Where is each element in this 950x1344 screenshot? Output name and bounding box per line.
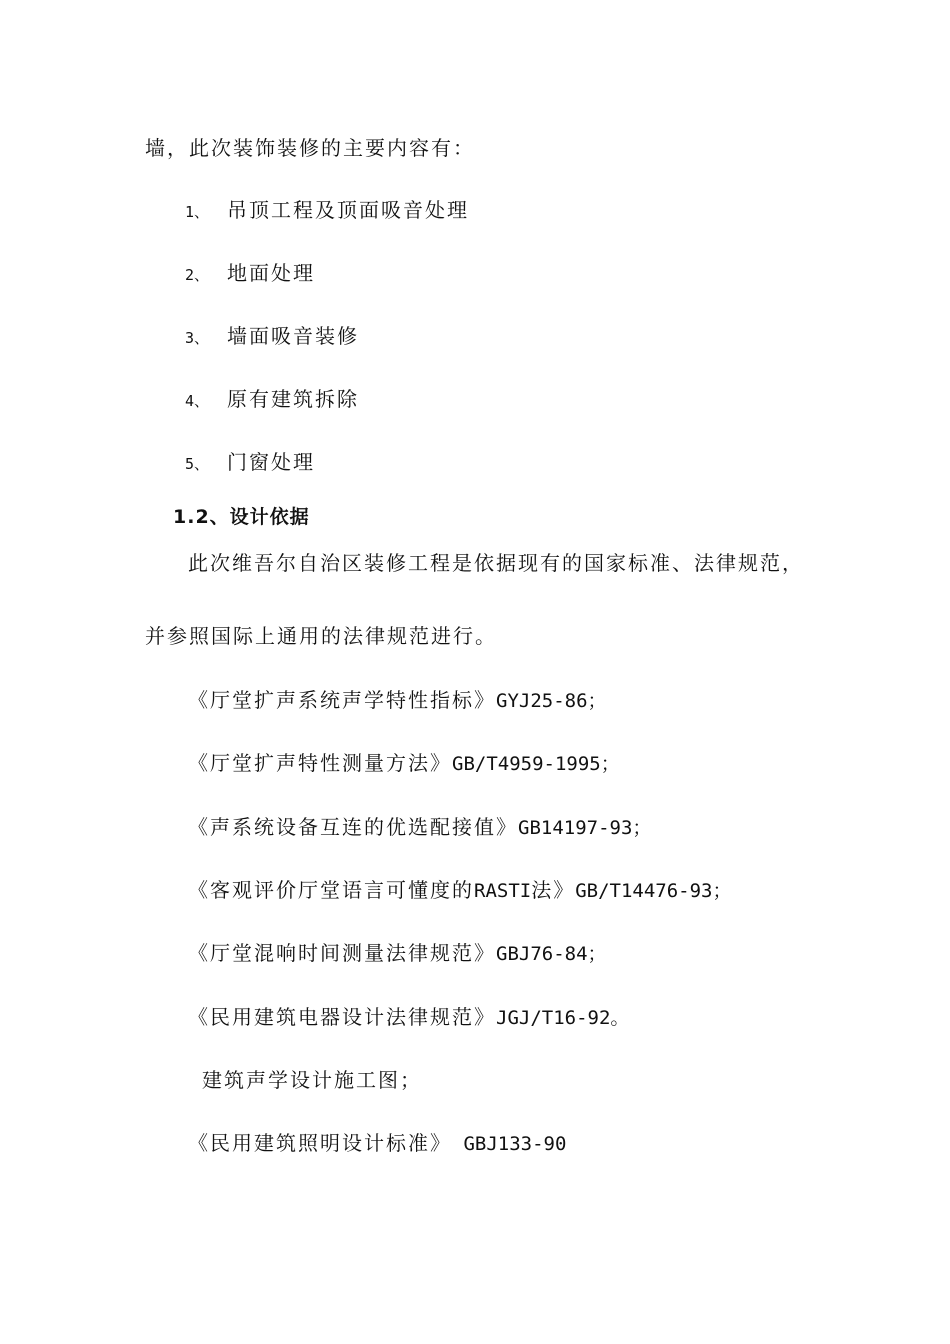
list-item-number: 5、 [185, 455, 210, 473]
reference-title: 《民用建筑电器设计法律规范》 [188, 1005, 496, 1029]
reference-item [202, 1068, 422, 1092]
reference-title: 建筑声学设计施工图； [202, 1068, 422, 1092]
reference-item [188, 941, 607, 966]
reference-code: GB14197-93； [518, 817, 652, 839]
list-item-number: 1、 [185, 203, 210, 221]
reference-title: 《客观评价厅堂语言可懂度的 [188, 878, 474, 902]
reference-code: GBJ76-84； [496, 943, 607, 965]
list-item-number: 3、 [185, 329, 210, 347]
list-item [185, 261, 315, 287]
list-item-text: 地面处理 [227, 261, 316, 285]
list-item-number: 2、 [185, 266, 210, 284]
list-item-text: 门窗处理 [227, 450, 316, 474]
list-item [185, 198, 469, 224]
reference-code: GB/T14476-93； [575, 880, 732, 902]
reference-item [188, 878, 731, 903]
paragraph-line-2: 并参照国际上通用的法律规范进行。 [145, 624, 497, 648]
reference-item [188, 688, 607, 713]
reference-code: GBJ133-90 [452, 1133, 567, 1155]
reference-item [188, 1131, 566, 1156]
reference-title: 《民用建筑照明设计标准》 [188, 1131, 452, 1155]
reference-title: 《厅堂扩声系统声学特性指标》 [188, 688, 496, 712]
reference-title: 《厅堂扩声特性测量方法》 [188, 751, 452, 775]
reference-code: GB/T4959-1995； [452, 753, 620, 775]
list-item-text: 原有建筑拆除 [227, 387, 360, 411]
reference-item [188, 751, 620, 776]
reference-item [188, 815, 651, 840]
reference-abbrev: RASTI [474, 880, 532, 902]
list-item-number: 4、 [185, 392, 210, 410]
reference-title: 《声系统设备互连的优选配接值》 [188, 815, 518, 839]
reference-code: JGJ/T16-92。 [496, 1007, 630, 1029]
paragraph-line-1: 此次维吾尔自治区装修工程是依据现有的国家标准、法律规范， [188, 551, 804, 575]
reference-item [188, 1005, 629, 1030]
reference-title-end: 法》 [531, 878, 576, 902]
list-item [185, 324, 359, 350]
reference-code: GYJ25-86； [496, 690, 607, 712]
reference-title: 《厅堂混响时间测量法律规范》 [188, 941, 496, 965]
list-item [185, 450, 315, 476]
section-heading: 1.2、设计依据 [173, 506, 310, 528]
intro-line: 墙，此次装饰装修的主要内容有： [145, 136, 475, 160]
list-item-text: 吊顶工程及顶面吸音处理 [227, 198, 470, 222]
list-item [185, 387, 359, 413]
list-item-text: 墙面吸音装修 [227, 324, 360, 348]
